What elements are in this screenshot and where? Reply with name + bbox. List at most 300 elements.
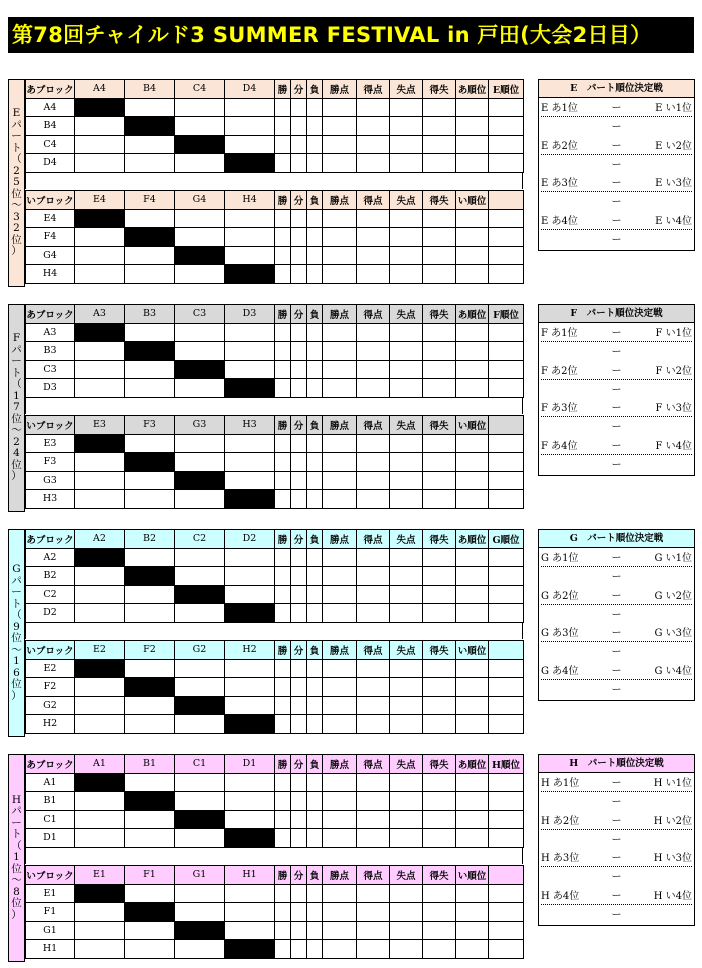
stat-cell[interactable] bbox=[357, 228, 390, 247]
rank-cell[interactable] bbox=[489, 792, 524, 811]
stat-cell[interactable] bbox=[275, 360, 291, 379]
stat-cell[interactable] bbox=[357, 829, 390, 848]
stat-cell[interactable] bbox=[323, 940, 357, 959]
score-cell[interactable] bbox=[175, 567, 225, 586]
score-cell[interactable] bbox=[175, 228, 225, 247]
stat-cell[interactable] bbox=[423, 810, 456, 829]
stat-cell[interactable] bbox=[323, 228, 357, 247]
stat-cell[interactable] bbox=[307, 135, 323, 154]
stat-cell[interactable] bbox=[456, 548, 489, 567]
rank-cell[interactable] bbox=[489, 659, 524, 678]
match-score[interactable]: ー bbox=[611, 347, 622, 358]
stat-cell[interactable] bbox=[275, 829, 291, 848]
stat-cell[interactable] bbox=[456, 792, 489, 811]
stat-cell[interactable] bbox=[323, 585, 357, 604]
rank-cell[interactable] bbox=[489, 246, 524, 265]
score-cell[interactable] bbox=[125, 940, 175, 959]
rank-cell[interactable] bbox=[489, 265, 524, 284]
stat-cell[interactable] bbox=[307, 379, 323, 398]
stat-cell[interactable] bbox=[275, 228, 291, 247]
stat-cell[interactable] bbox=[307, 323, 323, 342]
score-cell[interactable] bbox=[75, 453, 125, 472]
score-cell[interactable] bbox=[75, 228, 125, 247]
rank-cell[interactable] bbox=[489, 567, 524, 586]
stat-cell[interactable] bbox=[390, 773, 423, 792]
score-cell[interactable] bbox=[225, 228, 275, 247]
stat-cell[interactable] bbox=[275, 548, 291, 567]
stat-cell[interactable] bbox=[456, 567, 489, 586]
stat-cell[interactable] bbox=[357, 360, 390, 379]
stat-cell[interactable] bbox=[307, 471, 323, 490]
stat-cell[interactable] bbox=[323, 490, 357, 509]
stat-cell[interactable] bbox=[390, 246, 423, 265]
match-score[interactable]: ー bbox=[611, 384, 622, 396]
stat-cell[interactable] bbox=[423, 921, 456, 940]
stat-cell[interactable] bbox=[456, 228, 489, 247]
match-score[interactable]: ー bbox=[611, 834, 622, 846]
stat-cell[interactable] bbox=[423, 117, 456, 136]
score-cell[interactable] bbox=[75, 246, 125, 265]
stat-cell[interactable] bbox=[390, 323, 423, 342]
stat-cell[interactable] bbox=[357, 379, 390, 398]
stat-cell[interactable] bbox=[323, 921, 357, 940]
stat-cell[interactable] bbox=[275, 453, 291, 472]
stat-cell[interactable] bbox=[307, 884, 323, 903]
stat-cell[interactable] bbox=[390, 829, 423, 848]
score-cell[interactable] bbox=[125, 490, 175, 509]
stat-cell[interactable] bbox=[357, 154, 390, 173]
stat-cell[interactable] bbox=[390, 209, 423, 228]
stat-cell[interactable] bbox=[423, 360, 456, 379]
stat-cell[interactable] bbox=[390, 453, 423, 472]
stat-cell[interactable] bbox=[456, 434, 489, 453]
score-cell[interactable] bbox=[225, 792, 275, 811]
stat-cell[interactable] bbox=[323, 567, 357, 586]
stat-cell[interactable] bbox=[323, 117, 357, 136]
rank-cell[interactable] bbox=[489, 715, 524, 734]
stat-cell[interactable] bbox=[456, 246, 489, 265]
score-cell[interactable] bbox=[225, 903, 275, 922]
score-cell[interactable] bbox=[75, 154, 125, 173]
score-cell[interactable] bbox=[125, 209, 175, 228]
stat-cell[interactable] bbox=[456, 773, 489, 792]
score-cell[interactable] bbox=[225, 810, 275, 829]
stat-cell[interactable] bbox=[423, 773, 456, 792]
stat-cell[interactable] bbox=[307, 829, 323, 848]
rank-cell[interactable] bbox=[489, 940, 524, 959]
stat-cell[interactable] bbox=[456, 265, 489, 284]
stat-cell[interactable] bbox=[275, 585, 291, 604]
stat-cell[interactable] bbox=[291, 715, 307, 734]
stat-cell[interactable] bbox=[423, 792, 456, 811]
score-cell[interactable] bbox=[175, 829, 225, 848]
score-cell[interactable] bbox=[125, 884, 175, 903]
stat-cell[interactable] bbox=[390, 715, 423, 734]
stat-cell[interactable] bbox=[390, 154, 423, 173]
stat-cell[interactable] bbox=[390, 567, 423, 586]
stat-cell[interactable] bbox=[275, 323, 291, 342]
stat-cell[interactable] bbox=[291, 696, 307, 715]
stat-cell[interactable] bbox=[390, 678, 423, 697]
stat-cell[interactable] bbox=[456, 135, 489, 154]
stat-cell[interactable] bbox=[307, 567, 323, 586]
stat-cell[interactable] bbox=[390, 585, 423, 604]
match-score[interactable]: ー bbox=[611, 459, 622, 471]
score-cell[interactable] bbox=[225, 117, 275, 136]
stat-cell[interactable] bbox=[275, 940, 291, 959]
stat-cell[interactable] bbox=[275, 696, 291, 715]
stat-cell[interactable] bbox=[307, 940, 323, 959]
match-score[interactable]: ー bbox=[611, 797, 622, 808]
stat-cell[interactable] bbox=[423, 209, 456, 228]
stat-cell[interactable] bbox=[456, 117, 489, 136]
stat-cell[interactable] bbox=[456, 379, 489, 398]
stat-cell[interactable] bbox=[291, 117, 307, 136]
rank-cell[interactable] bbox=[489, 921, 524, 940]
stat-cell[interactable] bbox=[423, 246, 456, 265]
stat-cell[interactable] bbox=[291, 98, 307, 117]
stat-cell[interactable] bbox=[357, 471, 390, 490]
stat-cell[interactable] bbox=[307, 154, 323, 173]
stat-cell[interactable] bbox=[275, 884, 291, 903]
stat-cell[interactable] bbox=[291, 471, 307, 490]
score-cell[interactable] bbox=[175, 659, 225, 678]
stat-cell[interactable] bbox=[357, 490, 390, 509]
stat-cell[interactable] bbox=[456, 585, 489, 604]
score-cell[interactable] bbox=[125, 696, 175, 715]
stat-cell[interactable] bbox=[357, 342, 390, 361]
score-cell[interactable] bbox=[125, 829, 175, 848]
stat-cell[interactable] bbox=[291, 135, 307, 154]
stat-cell[interactable] bbox=[323, 265, 357, 284]
stat-cell[interactable] bbox=[291, 773, 307, 792]
stat-cell[interactable] bbox=[323, 548, 357, 567]
score-cell[interactable] bbox=[225, 471, 275, 490]
score-cell[interactable] bbox=[175, 940, 225, 959]
stat-cell[interactable] bbox=[291, 678, 307, 697]
score-cell[interactable] bbox=[125, 659, 175, 678]
stat-cell[interactable] bbox=[323, 246, 357, 265]
stat-cell[interactable] bbox=[357, 265, 390, 284]
rank-cell[interactable] bbox=[489, 453, 524, 472]
stat-cell[interactable] bbox=[423, 829, 456, 848]
score-cell[interactable] bbox=[225, 678, 275, 697]
rank-cell[interactable] bbox=[489, 696, 524, 715]
stat-cell[interactable] bbox=[275, 471, 291, 490]
stat-cell[interactable] bbox=[275, 434, 291, 453]
stat-cell[interactable] bbox=[307, 678, 323, 697]
score-cell[interactable] bbox=[75, 379, 125, 398]
stat-cell[interactable] bbox=[275, 209, 291, 228]
stat-cell[interactable] bbox=[307, 209, 323, 228]
score-cell[interactable] bbox=[75, 117, 125, 136]
stat-cell[interactable] bbox=[275, 773, 291, 792]
score-cell[interactable] bbox=[125, 604, 175, 623]
stat-cell[interactable] bbox=[390, 360, 423, 379]
stat-cell[interactable] bbox=[423, 342, 456, 361]
stat-cell[interactable] bbox=[275, 117, 291, 136]
stat-cell[interactable] bbox=[357, 773, 390, 792]
match-score[interactable]: ー bbox=[611, 647, 622, 658]
stat-cell[interactable] bbox=[275, 135, 291, 154]
stat-cell[interactable] bbox=[323, 773, 357, 792]
stat-cell[interactable] bbox=[307, 792, 323, 811]
score-cell[interactable] bbox=[75, 678, 125, 697]
score-cell[interactable] bbox=[75, 715, 125, 734]
stat-cell[interactable] bbox=[323, 98, 357, 117]
stat-cell[interactable] bbox=[275, 604, 291, 623]
match-score[interactable]: ー bbox=[611, 572, 622, 583]
stat-cell[interactable] bbox=[275, 246, 291, 265]
score-cell[interactable] bbox=[225, 360, 275, 379]
stat-cell[interactable] bbox=[456, 715, 489, 734]
score-cell[interactable] bbox=[225, 246, 275, 265]
stat-cell[interactable] bbox=[456, 471, 489, 490]
stat-cell[interactable] bbox=[275, 342, 291, 361]
stat-cell[interactable] bbox=[423, 940, 456, 959]
score-cell[interactable] bbox=[175, 453, 225, 472]
rank-cell[interactable] bbox=[489, 342, 524, 361]
stat-cell[interactable] bbox=[291, 265, 307, 284]
stat-cell[interactable] bbox=[390, 604, 423, 623]
stat-cell[interactable] bbox=[357, 678, 390, 697]
stat-cell[interactable] bbox=[275, 921, 291, 940]
stat-cell[interactable] bbox=[357, 585, 390, 604]
stat-cell[interactable] bbox=[456, 209, 489, 228]
stat-cell[interactable] bbox=[307, 715, 323, 734]
score-cell[interactable] bbox=[125, 379, 175, 398]
score-cell[interactable] bbox=[225, 323, 275, 342]
score-cell[interactable] bbox=[75, 829, 125, 848]
stat-cell[interactable] bbox=[456, 810, 489, 829]
stat-cell[interactable] bbox=[390, 265, 423, 284]
stat-cell[interactable] bbox=[323, 829, 357, 848]
stat-cell[interactable] bbox=[291, 792, 307, 811]
stat-cell[interactable] bbox=[456, 98, 489, 117]
stat-cell[interactable] bbox=[307, 434, 323, 453]
stat-cell[interactable] bbox=[291, 810, 307, 829]
stat-cell[interactable] bbox=[390, 228, 423, 247]
score-cell[interactable] bbox=[125, 154, 175, 173]
score-cell[interactable] bbox=[125, 360, 175, 379]
score-cell[interactable] bbox=[125, 471, 175, 490]
score-cell[interactable] bbox=[125, 810, 175, 829]
stat-cell[interactable] bbox=[323, 135, 357, 154]
stat-cell[interactable] bbox=[275, 659, 291, 678]
stat-cell[interactable] bbox=[456, 678, 489, 697]
stat-cell[interactable] bbox=[275, 98, 291, 117]
stat-cell[interactable] bbox=[456, 604, 489, 623]
score-cell[interactable] bbox=[75, 471, 125, 490]
match-score[interactable]: ー bbox=[611, 684, 622, 696]
score-cell[interactable] bbox=[125, 323, 175, 342]
stat-cell[interactable] bbox=[390, 548, 423, 567]
stat-cell[interactable] bbox=[323, 884, 357, 903]
stat-cell[interactable] bbox=[291, 490, 307, 509]
stat-cell[interactable] bbox=[456, 659, 489, 678]
stat-cell[interactable] bbox=[291, 567, 307, 586]
stat-cell[interactable] bbox=[423, 154, 456, 173]
score-cell[interactable] bbox=[225, 548, 275, 567]
stat-cell[interactable] bbox=[357, 792, 390, 811]
score-cell[interactable] bbox=[175, 548, 225, 567]
stat-cell[interactable] bbox=[291, 548, 307, 567]
stat-cell[interactable] bbox=[390, 792, 423, 811]
rank-cell[interactable] bbox=[489, 154, 524, 173]
stat-cell[interactable] bbox=[423, 548, 456, 567]
stat-cell[interactable] bbox=[323, 360, 357, 379]
stat-cell[interactable] bbox=[357, 940, 390, 959]
stat-cell[interactable] bbox=[357, 453, 390, 472]
stat-cell[interactable] bbox=[307, 696, 323, 715]
stat-cell[interactable] bbox=[390, 490, 423, 509]
stat-cell[interactable] bbox=[423, 715, 456, 734]
stat-cell[interactable] bbox=[423, 585, 456, 604]
score-cell[interactable] bbox=[175, 154, 225, 173]
stat-cell[interactable] bbox=[423, 604, 456, 623]
stat-cell[interactable] bbox=[275, 903, 291, 922]
stat-cell[interactable] bbox=[423, 471, 456, 490]
stat-cell[interactable] bbox=[456, 342, 489, 361]
score-cell[interactable] bbox=[175, 903, 225, 922]
match-score[interactable]: ー bbox=[611, 422, 622, 433]
match-score[interactable]: ー bbox=[611, 197, 622, 208]
score-cell[interactable] bbox=[225, 659, 275, 678]
score-cell[interactable] bbox=[125, 135, 175, 154]
rank-cell[interactable] bbox=[489, 604, 524, 623]
stat-cell[interactable] bbox=[291, 434, 307, 453]
stat-cell[interactable] bbox=[275, 379, 291, 398]
stat-cell[interactable] bbox=[423, 678, 456, 697]
rank-cell[interactable] bbox=[489, 360, 524, 379]
stat-cell[interactable] bbox=[307, 903, 323, 922]
score-cell[interactable] bbox=[125, 585, 175, 604]
stat-cell[interactable] bbox=[291, 246, 307, 265]
rank-cell[interactable] bbox=[489, 379, 524, 398]
rank-cell[interactable] bbox=[489, 678, 524, 697]
stat-cell[interactable] bbox=[291, 154, 307, 173]
stat-cell[interactable] bbox=[357, 659, 390, 678]
stat-cell[interactable] bbox=[291, 209, 307, 228]
stat-cell[interactable] bbox=[323, 323, 357, 342]
stat-cell[interactable] bbox=[357, 715, 390, 734]
match-score[interactable]: ー bbox=[611, 609, 622, 621]
score-cell[interactable] bbox=[125, 548, 175, 567]
stat-cell[interactable] bbox=[291, 379, 307, 398]
rank-cell[interactable] bbox=[489, 490, 524, 509]
stat-cell[interactable] bbox=[307, 921, 323, 940]
stat-cell[interactable] bbox=[423, 453, 456, 472]
rank-cell[interactable] bbox=[489, 323, 524, 342]
stat-cell[interactable] bbox=[357, 98, 390, 117]
stat-cell[interactable] bbox=[323, 154, 357, 173]
score-cell[interactable] bbox=[125, 921, 175, 940]
stat-cell[interactable] bbox=[323, 696, 357, 715]
stat-cell[interactable] bbox=[291, 903, 307, 922]
rank-cell[interactable] bbox=[489, 135, 524, 154]
stat-cell[interactable] bbox=[307, 360, 323, 379]
score-cell[interactable] bbox=[175, 884, 225, 903]
stat-cell[interactable] bbox=[423, 884, 456, 903]
stat-cell[interactable] bbox=[390, 884, 423, 903]
stat-cell[interactable] bbox=[323, 209, 357, 228]
score-cell[interactable] bbox=[125, 98, 175, 117]
score-cell[interactable] bbox=[175, 342, 225, 361]
score-cell[interactable] bbox=[225, 434, 275, 453]
stat-cell[interactable] bbox=[456, 921, 489, 940]
score-cell[interactable] bbox=[225, 921, 275, 940]
stat-cell[interactable] bbox=[423, 228, 456, 247]
stat-cell[interactable] bbox=[291, 453, 307, 472]
stat-cell[interactable] bbox=[323, 379, 357, 398]
score-cell[interactable] bbox=[175, 98, 225, 117]
stat-cell[interactable] bbox=[323, 792, 357, 811]
stat-cell[interactable] bbox=[390, 940, 423, 959]
stat-cell[interactable] bbox=[307, 228, 323, 247]
stat-cell[interactable] bbox=[456, 323, 489, 342]
stat-cell[interactable] bbox=[357, 323, 390, 342]
score-cell[interactable] bbox=[125, 265, 175, 284]
score-cell[interactable] bbox=[225, 98, 275, 117]
score-cell[interactable] bbox=[225, 209, 275, 228]
stat-cell[interactable] bbox=[357, 921, 390, 940]
stat-cell[interactable] bbox=[275, 490, 291, 509]
stat-cell[interactable] bbox=[456, 884, 489, 903]
stat-cell[interactable] bbox=[307, 342, 323, 361]
stat-cell[interactable] bbox=[307, 604, 323, 623]
rank-cell[interactable] bbox=[489, 548, 524, 567]
score-cell[interactable] bbox=[75, 921, 125, 940]
stat-cell[interactable] bbox=[456, 490, 489, 509]
stat-cell[interactable] bbox=[357, 604, 390, 623]
rank-cell[interactable] bbox=[489, 884, 524, 903]
score-cell[interactable] bbox=[75, 490, 125, 509]
stat-cell[interactable] bbox=[456, 360, 489, 379]
stat-cell[interactable] bbox=[456, 154, 489, 173]
stat-cell[interactable] bbox=[357, 209, 390, 228]
stat-cell[interactable] bbox=[291, 829, 307, 848]
stat-cell[interactable] bbox=[423, 379, 456, 398]
score-cell[interactable] bbox=[75, 567, 125, 586]
score-cell[interactable] bbox=[75, 135, 125, 154]
rank-cell[interactable] bbox=[489, 228, 524, 247]
stat-cell[interactable] bbox=[307, 548, 323, 567]
score-cell[interactable] bbox=[125, 246, 175, 265]
stat-cell[interactable] bbox=[323, 604, 357, 623]
score-cell[interactable] bbox=[175, 379, 225, 398]
stat-cell[interactable] bbox=[291, 342, 307, 361]
match-score[interactable]: ー bbox=[611, 872, 622, 883]
score-cell[interactable] bbox=[225, 585, 275, 604]
score-cell[interactable] bbox=[225, 342, 275, 361]
score-cell[interactable] bbox=[175, 604, 225, 623]
stat-cell[interactable] bbox=[307, 117, 323, 136]
score-cell[interactable] bbox=[175, 715, 225, 734]
stat-cell[interactable] bbox=[275, 154, 291, 173]
score-cell[interactable] bbox=[75, 810, 125, 829]
stat-cell[interactable] bbox=[390, 921, 423, 940]
stat-cell[interactable] bbox=[291, 360, 307, 379]
score-cell[interactable] bbox=[225, 567, 275, 586]
stat-cell[interactable] bbox=[357, 117, 390, 136]
stat-cell[interactable] bbox=[307, 810, 323, 829]
score-cell[interactable] bbox=[175, 117, 225, 136]
stat-cell[interactable] bbox=[323, 342, 357, 361]
stat-cell[interactable] bbox=[357, 135, 390, 154]
score-cell[interactable] bbox=[175, 490, 225, 509]
stat-cell[interactable] bbox=[307, 773, 323, 792]
stat-cell[interactable] bbox=[357, 696, 390, 715]
